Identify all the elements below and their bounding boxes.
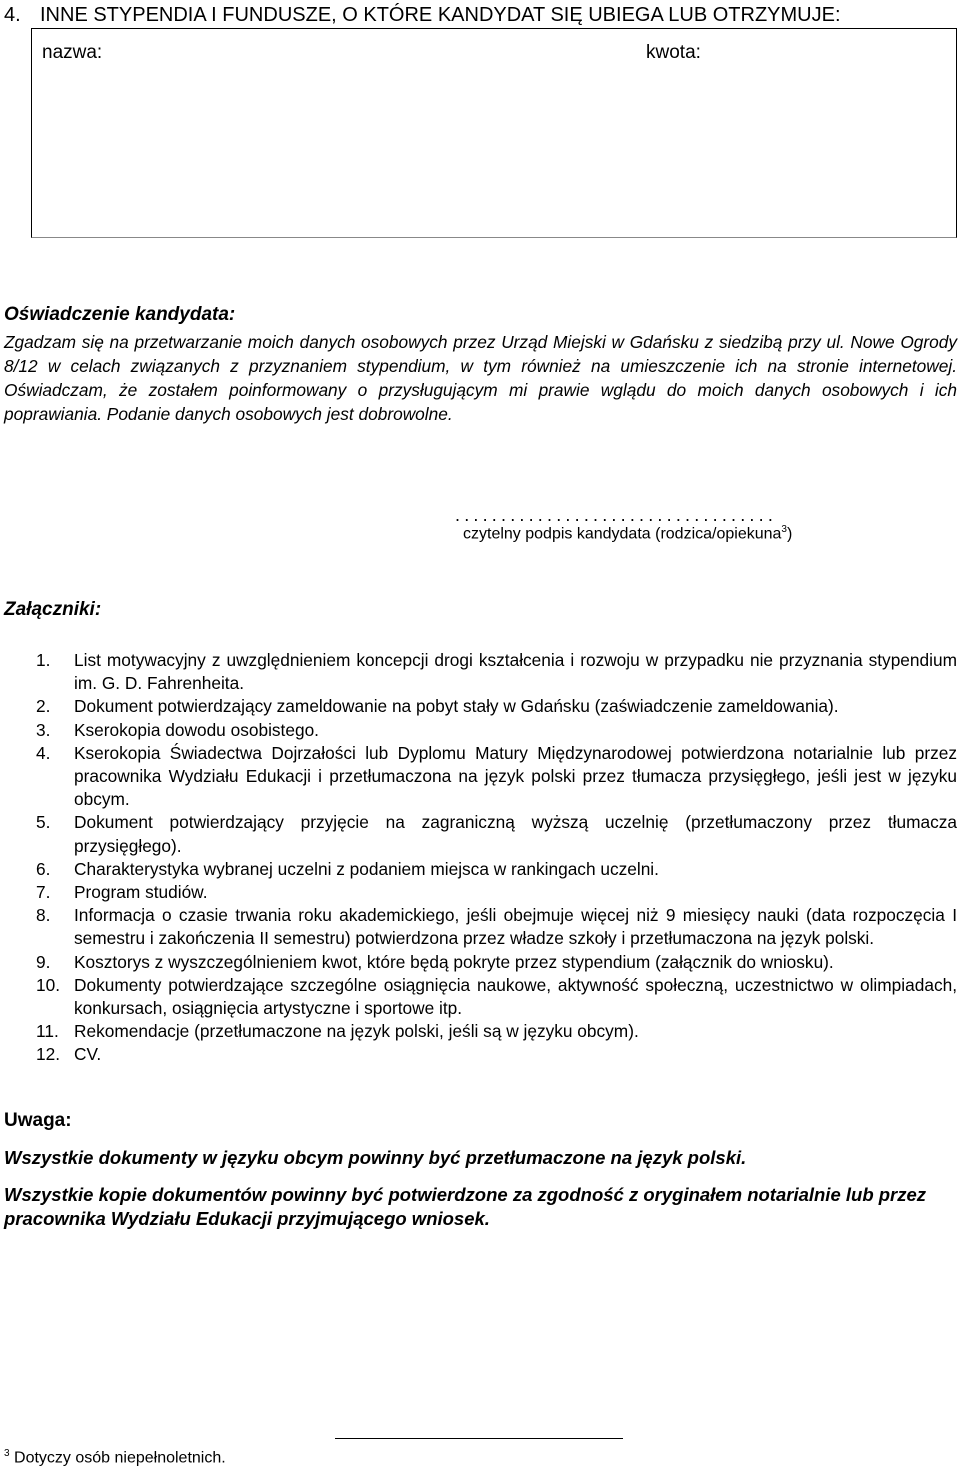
attachment-number: 8. xyxy=(36,905,51,926)
attachment-text: Dokument potwierdzający przyjęcie na zagraniczną wyższą uczelnię (przetłumaczony przez tłumacza przysięgłego). xyxy=(74,812,957,856)
attachment-item xyxy=(4,904,957,950)
attachments-heading: Załączniki: xyxy=(4,599,102,620)
signature-caption-text: czytelny podpis kandydata (rodzica/opiekuna xyxy=(463,525,782,543)
attachment-item xyxy=(4,858,957,881)
footnote-marker: 3 xyxy=(4,1448,10,1459)
attachment-item xyxy=(4,881,957,904)
attachment-number: 5. xyxy=(36,812,51,833)
attachment-item xyxy=(4,649,957,695)
section-title-text: INNE STYPENDIA I FUNDUSZE, O KTÓRE KANDYDAT SIĘ UBIEGA LUB OTRZYMUJE: xyxy=(40,4,841,26)
attachment-number: 6. xyxy=(36,858,51,879)
name-label: nazwa: xyxy=(42,42,103,63)
attachment-text: Kosztorys z wyszczególnieniem kwot, które będą pokryte przez stypendium (załącznik do wniosku). xyxy=(74,951,834,972)
scholarships-field-box[interactable] xyxy=(31,28,957,238)
attachment-text: Kserokopia dowodu osobistego. xyxy=(74,719,319,740)
footnote xyxy=(4,1448,226,1467)
note-heading: Uwaga: xyxy=(4,1110,72,1131)
section-title xyxy=(4,4,841,27)
signature-caption xyxy=(463,524,792,543)
attachment-number: 1. xyxy=(36,650,51,670)
attachment-item xyxy=(4,1043,957,1066)
attachment-number: 12. xyxy=(36,1044,61,1065)
footnote-text: Dotyczy osób niepełnoletnich. xyxy=(14,1449,226,1467)
note-copies: Wszystkie kopie dokumentów powinny być potwierdzone za zgodność z oryginałem notarialnie lub przez pracownika Wydziału Edukacji przyjmującego wniosek. xyxy=(4,1184,927,1229)
attachment-item xyxy=(4,951,957,974)
attachment-item xyxy=(4,742,957,812)
attachment-number: 4. xyxy=(36,742,51,763)
amount-label: kwota: xyxy=(646,42,701,63)
attachment-item xyxy=(4,974,957,1020)
attachment-text: Informacja o czasie trwania roku akademickiego, jeśli obejmuje więcej niż 9 miesięcy nauki (data rozpoczęcia I semestru i zakończenia II semestru) potwierdzona przez władze szkoły i przetłumaczona na język polski. xyxy=(74,905,957,949)
attachment-text: Rekomendacje (przetłumaczone na język polski, jeśli są w języku obcym). xyxy=(74,1021,639,1042)
attachments-list xyxy=(4,649,957,1067)
attachment-text: Charakterystyka wybranej uczelni z podaniem miejsca w rankingach uczelni. xyxy=(74,858,659,879)
attachment-item xyxy=(4,1020,957,1043)
attachment-text: CV. xyxy=(74,1044,102,1065)
statement-body: Zgadzam się na przetwarzanie moich danych osobowych przez Urząd Miejski w Gdańsku z siedzibą przy ul. Nowe Ogrody 8/12 w celach związanych z przyznaniem stypendium, w tym również na umieszczenie ich na stronie internetowej. Oświadczam, że zostałem poinformowany o przysługującym mi prawie wglądu do moich danych osobowych i ich poprawiania. Podanie danych osobowych jest dobrowolne. xyxy=(4,332,957,424)
attachment-item xyxy=(4,695,957,718)
attachment-number: 9. xyxy=(36,951,51,972)
attachment-text: Program studiów. xyxy=(74,882,208,903)
signature-caption-close: ) xyxy=(786,525,793,543)
signature-line: ................................... xyxy=(455,505,778,525)
attachment-text: Kserokopia Świadectwa Dojrzałości lub Dyplomu Matury Międzynarodowej potwierdzona notarialnie lub przez pracownika Wydziału Edukacji i przetłumaczona na język polski przez tłumacza przysięgłego, jeśli jest w języku obcym. xyxy=(74,742,957,810)
attachment-text: List motywacyjny z uwzględnieniem koncepcji drogi kształcenia i rozwoju w przypadku nie przyznania stypendium im. G. D. Fahrenheita. xyxy=(74,650,957,694)
attachment-text: Dokument potwierdzający zameldowanie na pobyt stały w Gdańsku (zaświadczenie zameldowania). xyxy=(74,696,839,717)
attachment-number: 7. xyxy=(36,882,51,903)
section-number: 4. xyxy=(4,4,21,26)
attachment-number: 3. xyxy=(36,719,51,740)
note-translation: Wszystkie dokumenty w języku obcym powinny być przetłumaczone na język polski. xyxy=(4,1147,747,1168)
signature-footnote-ref: 3 xyxy=(781,524,787,535)
attachment-item xyxy=(4,719,957,742)
attachment-text: Dokumenty potwierdzające szczególne osiągnięcia naukowe, aktywność społeczną, uczestnictwo w olimpiadach, konkursach, osiągnięcia artystyczne i sportowe itp. xyxy=(74,974,957,1019)
attachment-number: 2. xyxy=(36,696,51,717)
attachment-item xyxy=(4,811,957,857)
footnote-rule xyxy=(335,1438,623,1439)
attachment-number: 11. xyxy=(36,1021,59,1042)
attachment-number: 10. xyxy=(36,974,61,995)
statement-heading: Oświadczenie kandydata: xyxy=(4,304,236,325)
